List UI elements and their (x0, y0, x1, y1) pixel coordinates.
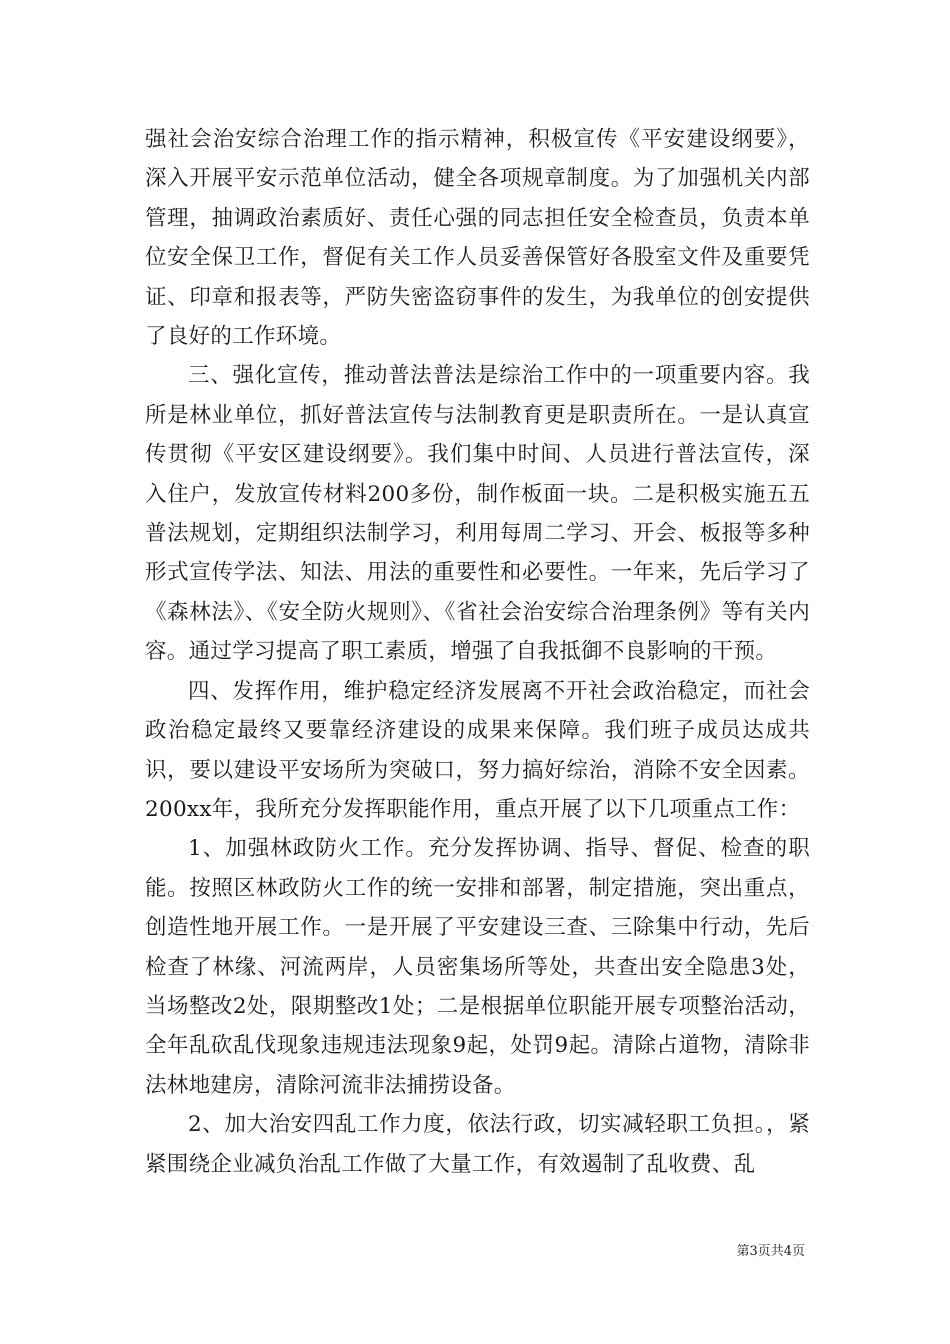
document-body (145, 120, 810, 1184)
page-number-footer: 第3页共4页 (736, 1244, 805, 1259)
paragraph-2: 三、强化宣传，推动普法普法是综治工作中的一项重要内容。我所是林业单位，抓好普法宣传与法制教育更是职责所在。一是认真宣传贯彻《平安区建设纲要》。我们集中时间、人员进行普法宣传，深入住户，发放宣传材料200多份，制作板面一块。二是积极实施五五普法规划，定期组织法制学习，利用每周二学习、开会、板报等多种形式宣传学法、知法、用法的重要性和必要性。一年来，先后学习了《森林法》、《安全防火规则》、《省社会治安综合治理条例》等有关内容。通过学习提高了职工素质，增强了自我抵御不良影响的干预。 (145, 363, 810, 665)
paragraph-4: 1、加强林政防火工作。充分发挥协调、指导、督促、检查的职能。按照区林政防火工作的统一安排和部署，制定措施，突出重点，创造性地开展工作。一是开展了平安建设三查、三除集中行动，先后检查了林缘、河流两岸，人员密集场所等处，共查出安全隐患3处，当场整改2处，限期整改1处；二是根据单位职能开展专项整治活动，全年乱砍乱伐现象违规违法现象9起，处罚9起。清除占道物，清除非法林地建房，清除河流非法捕捞设备。 (145, 836, 810, 1098)
paragraph-3: 四、发挥作用，维护稳定经济发展离不开社会政治稳定，而社会政治稳定最终又要靠经济建设的成果来保障。我们班子成员达成共识，要以建设平安场所为突破口，努力搞好综治，消除不安全因素。200xx年，我所充分发挥职能作用，重点开展了以下几项重点工作： (145, 678, 810, 822)
paragraph-5: 2、加大治安四乱工作力度，依法行政，切实减轻职工负担。，紧紧围绕企业减负治乱工作做了大量工作，有效遏制了乱收费、乱 (145, 1112, 810, 1177)
paragraph-1: 强社会治安综合治理工作的指示精神，积极宣传《平安建设纲要》，深入开展平安示范单位活动，健全各项规章制度。为了加强机关内部管理，抽调政治素质好、责任心强的同志担任安全检查员，负责本单位安全保卫工作，督促有关工作人员妥善保管好各股室文件及重要凭证、印章和报表等，严防失密盗窃事件的发生，为我单位的创安提供了良好的工作环境。 (145, 127, 810, 350)
